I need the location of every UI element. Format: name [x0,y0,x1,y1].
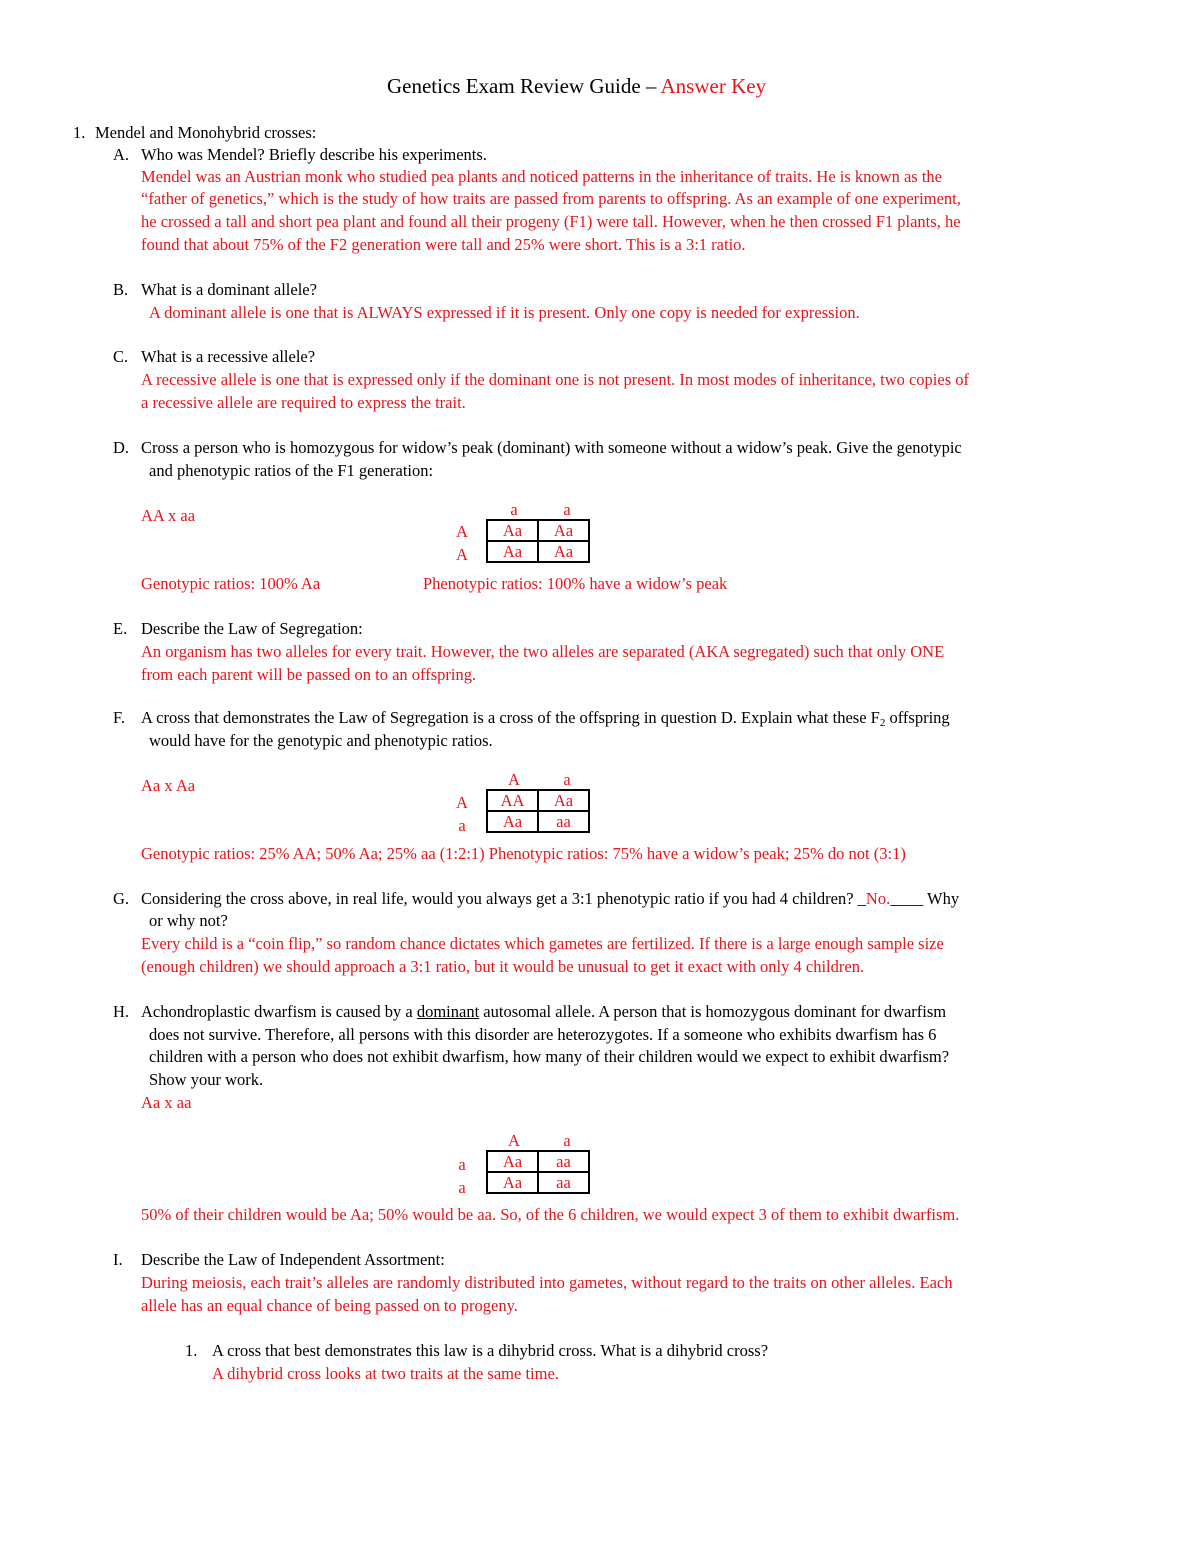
punnett-cell: aa [538,1172,589,1193]
question-b: What is a dominant allele? [141,280,317,299]
answer-a-line: “father of genetics,” which is the study of how traits are passed from parents to offspring. As an example of one experiment, [141,189,961,208]
punnett-grid [486,519,590,563]
question-letter-b: B. [113,280,129,299]
page-title [387,76,766,97]
question-letter-i: I. [113,1250,123,1269]
answer-b: A dominant allele is one that is ALWAYS expressed if it is present. Only one copy is needed for expression. [149,303,860,322]
section-number: 1. [73,123,86,142]
question-g-text-end: ____ Why [890,889,960,908]
punnett-cell: Aa [538,790,589,811]
punnett-square-d [452,500,598,568]
answer-c-line: a recessive allele are required to express the trait. [141,393,466,412]
punnett-row-label: a [458,1178,466,1197]
punnett-cell: Aa [487,541,538,562]
question-c: What is a recessive allele? [141,347,316,366]
question-f-text-end: offspring [885,708,950,727]
punnett-row-label: a [458,816,466,835]
answer-key-label: Answer Key [660,74,767,98]
question-letter-e: E. [113,619,128,638]
cross-d: AA x aa [141,506,196,525]
section-heading: Mendel and Monohybrid crosses: [95,123,317,142]
question-h-line: Show your work. [149,1070,264,1089]
question-letter-d: D. [113,438,130,457]
punnett-col-label: a [510,500,518,519]
ratios-f: Genotypic ratios: 25% AA; 50% Aa; 25% aa (1:2:1) Phenotypic ratios: 75% have a widow’s peak; 25% do not (3:1) [141,844,906,863]
subquestion-i1: A cross that best demonstrates this law is a dihybrid cross. What is a dihybrid cross? [212,1341,769,1360]
question-d-line: and phenotypic ratios of the F1 generation: [149,461,434,480]
punnett-square-f [452,770,598,838]
question-h-line: children with a person who does not exhibit dwarfism, how many of their children would we expect to exhibit dwarfism? [149,1047,950,1066]
punnett-grid [486,789,590,833]
question-h-line: does not survive. Therefore, all persons with this disorder are heterozygotes. If a someone who exhibits dwarfism has 6 [149,1025,937,1044]
question-g [141,891,959,908]
punnett-cell: Aa [538,520,589,541]
punnett-row-label: A [456,545,468,564]
question-letter-f: F. [113,708,125,727]
question-a: Who was Mendel? Briefly describe his experiments. [141,145,487,164]
answer-a-line: he crossed a tall and short pea plant and found all their progeny (F1) were tall. However, when he then crossed F1 plants, he [141,212,961,231]
question-g-line2: or why not? [149,911,228,930]
punnett-cell: Aa [487,520,538,541]
punnett-cell: aa [538,1151,589,1172]
question-d-line: Cross a person who is homozygous for widow’s peak (dominant) with someone without a widow’s peak. Give the genotypic [141,438,962,457]
question-f-text: A cross that demonstrates the Law of Segregation is a cross of the offspring in question D. Explain what these F [141,708,880,727]
question-h-text-end: autosomal allele. A person that is homozygous dominant for dwarfism [479,1002,947,1021]
question-letter-g: G. [113,889,130,908]
punnett-cell: aa [538,811,589,832]
punnett-row-label: a [458,1155,466,1174]
answer-no: No. [865,889,891,908]
title-text: Genetics Exam Review Guide – [387,74,661,98]
punnett-col-label: a [563,500,571,519]
punnett-col-label: a [563,770,571,789]
question-f-line2: would have for the genotypic and phenotypic ratios. [149,731,493,750]
punnett-col-label: A [508,770,520,789]
underlined-dominant: dominant [416,1002,480,1021]
subquestion-number: 1. [185,1341,198,1360]
punnett-col-label: a [563,1131,571,1150]
punnett-cell: Aa [487,811,538,832]
answer-e-line: An organism has two alleles for every trait. However, the two alleles are separated (AKA segregated) such that only ONE [141,642,945,661]
genotypic-ratio-d: Genotypic ratios: 100% Aa [141,574,321,593]
answer-h: 50% of their children would be Aa; 50% would be aa. So, of the 6 children, we would expect 3 of them to exhibit dwarfism. [141,1205,960,1224]
punnett-square-h [452,1131,598,1199]
cross-f: Aa x Aa [141,776,196,795]
answer-g-line: (enough children) we should approach a 3:1 ratio, but it would be unusual to get it exact with only 4 children. [141,957,865,976]
answer-c-line: A recessive allele is one that is expressed only if the dominant one is not present. In most modes of inheritance, two copies of [141,370,970,389]
answer-i-line: allele has an equal chance of being passed on to progeny. [141,1296,518,1315]
punnett-row-label: A [456,793,468,812]
question-h-text: Achondroplastic dwarfism is caused by a [141,1002,417,1021]
punnett-grid [486,1150,590,1194]
subscript-2: 2 [879,717,886,729]
punnett-row-label: A [456,522,468,541]
question-letter-h: H. [113,1002,130,1021]
answer-i1: A dihybrid cross looks at two traits at the same time. [212,1364,559,1383]
question-g-text: Considering the cross above, in real life, would you always get a 3:1 phenotypic ratio if you had 4 children? _ [141,889,866,908]
punnett-cell: AA [487,790,538,811]
question-e: Describe the Law of Segregation: [141,619,363,638]
question-h [141,1004,946,1021]
answer-a-line: Mendel was an Austrian monk who studied pea plants and noticed patterns in the inheritance of traits. He is known as the [141,167,942,186]
answer-e-line: from each parent will be passed on to an offspring. [141,665,477,684]
punnett-cell: Aa [487,1151,538,1172]
question-letter-a: A. [113,145,130,164]
punnett-cell: Aa [487,1172,538,1193]
cross-h: Aa x aa [141,1093,192,1112]
question-letter-c: C. [113,347,129,366]
answer-a-line: found that about 75% of the F2 generation were tall and 25% were short. This is a 3:1 ratio. [141,235,746,254]
answer-i-line: During meiosis, each trait’s alleles are randomly distributed into gametes, without regard to the traits on other alleles. Each [141,1273,953,1292]
answer-g-line: Every child is a “coin flip,” so random chance dictates which gametes are fertilized. If there is a large enough sample size [141,934,944,953]
question-i: Describe the Law of Independent Assortment: [141,1250,445,1269]
question-f [141,710,950,729]
punnett-cell: Aa [538,541,589,562]
phenotypic-ratio-d: Phenotypic ratios: 100% have a widow’s peak [423,574,728,593]
punnett-col-label: A [508,1131,520,1150]
